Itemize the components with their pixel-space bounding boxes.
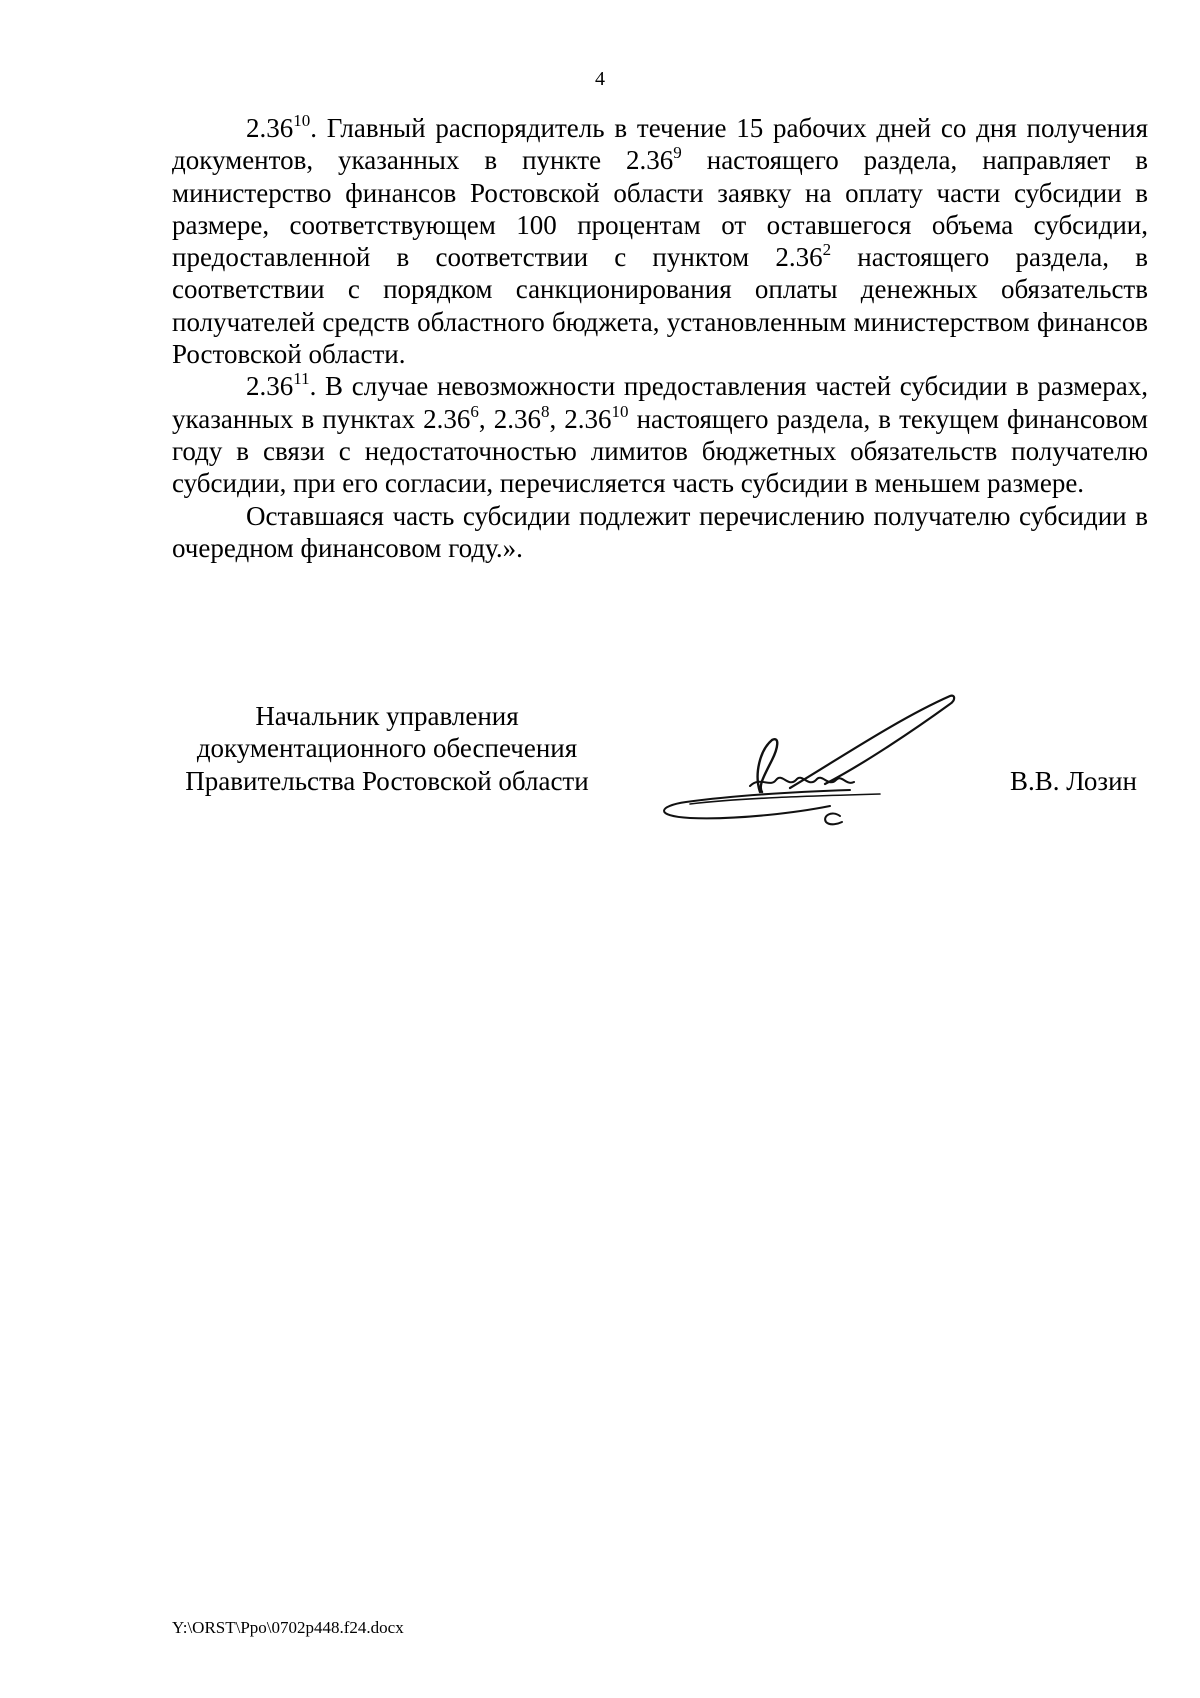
paragraph-remaining-part [172, 500, 1148, 565]
reference-superscript: 6 [470, 401, 479, 421]
position-line: Начальник управления [255, 701, 519, 731]
clause-number: 2.36 [246, 113, 294, 143]
paragraph-text: , 2.36 [549, 403, 612, 434]
paragraph-text: Оставшаяся часть субсидии подлежит перечислению получателю субсидии в очередном финансовом году.». [172, 500, 1148, 563]
paragraph-text: , 2.36 [478, 403, 541, 434]
paragraph-text: . В случае невозможности предоставления частей субсидии в размерах, указанных в пунктах 2.36 [172, 371, 1148, 434]
reference-superscript: 8 [540, 401, 550, 421]
signer-name: В.В. Лозин [1010, 765, 1137, 796]
reference-superscript: 2 [822, 240, 832, 260]
position-line: документационного обеспечения [196, 733, 578, 764]
handwritten-signature [650, 688, 990, 838]
page-number: 4 [595, 68, 605, 90]
reference-superscript: 10 [611, 401, 629, 421]
signer-position [172, 700, 602, 797]
clause-number: 2.36 [246, 371, 294, 402]
paragraph-text: . Главный распорядитель в течение 15 рабочих дней со дня получения документов, указанных в пункте 2.36 [172, 113, 1148, 176]
clause-number-superscript: 10 [293, 111, 311, 130]
paragraph-2-36-10 [172, 112, 1148, 370]
paragraph-text: настоящего раздела, в соответствии с порядком санкционирования оплаты денежных обязательств получателей средств областного бюджета, установленным министерством финансов Ростовской области. [172, 242, 1149, 370]
paragraph-text: настоящего раздела, в текущем финансовом году в связи с недостаточностью лимитов бюджетных обязательств получателю субсидии, при его согласии, перечисляется часть субсидии в меньшем размере. [172, 403, 1149, 499]
document-body [172, 112, 1148, 564]
paragraph-2-36-11 [172, 370, 1148, 499]
signature-block [0, 700, 1200, 850]
paragraph-text: настоящего раздела, направляет в министерство финансов Ростовской области заявку на оплату части субсидии в размере, соответствующем 100 процентам от оставшегося объема субсидии, предоставленной в соответствии с пунктом 2.36 [172, 145, 1149, 273]
footer-file-path: Y:\ORST\Ppo\0702p448.f24.docx [172, 1618, 404, 1637]
reference-superscript: 9 [673, 143, 682, 163]
position-line: Правительства Ростовской области [185, 765, 589, 796]
clause-number-superscript: 11 [293, 369, 310, 389]
